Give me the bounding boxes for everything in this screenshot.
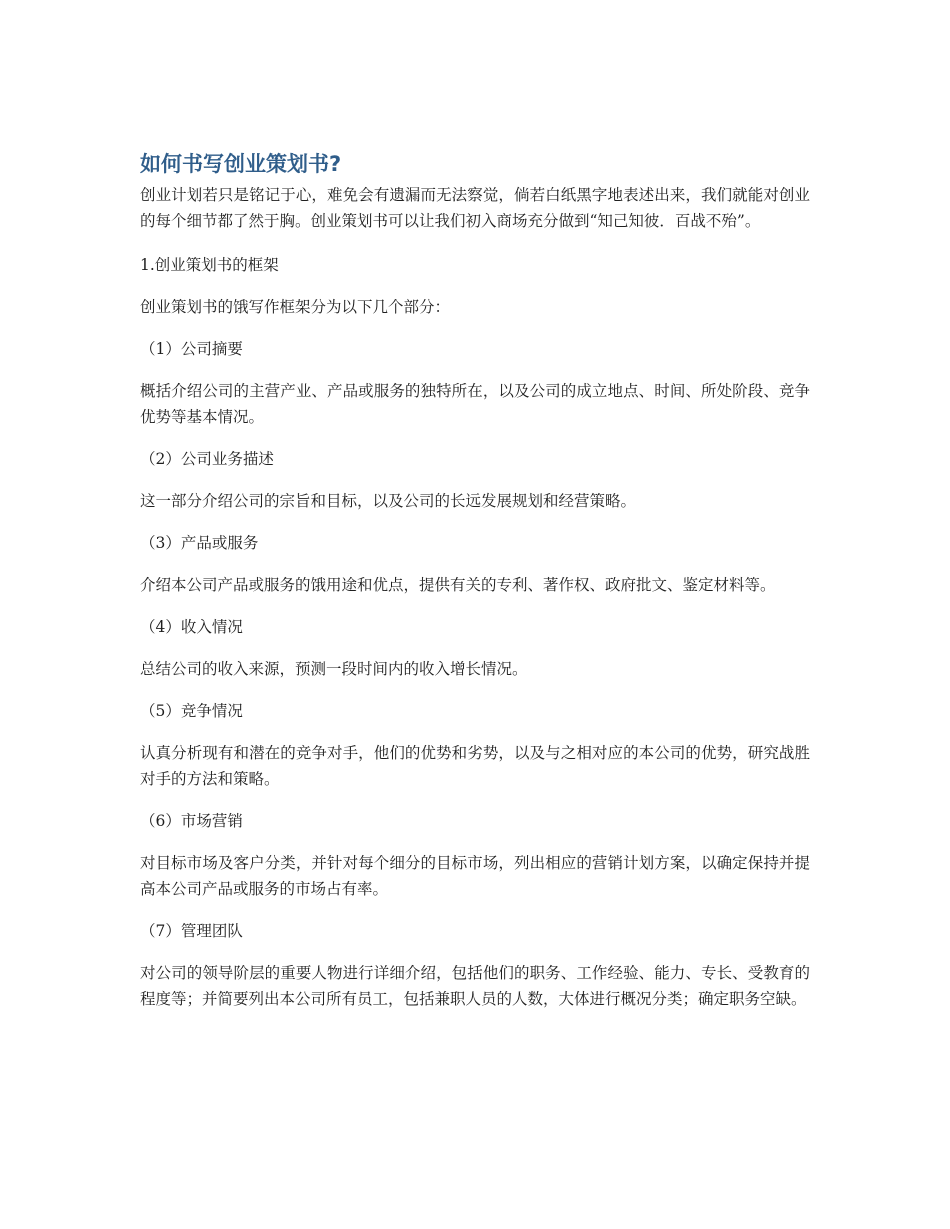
- item-body-2: 这一部分介绍公司的宗旨和目标，以及公司的长远发展规划和经营策略。: [140, 492, 637, 510]
- item-heading-6: （6）市场营销: [140, 812, 243, 830]
- document-page: [140, 146, 810, 1012]
- item-body-6: 对目标市场及客户分类，并针对每个细分的目标市场，列出相应的营销计划方案，以确定保持并提高本公司产品或服务的市场占有率。: [140, 854, 810, 898]
- section-lead: 创业策划书的饿写作框架分为以下几个部分：: [140, 298, 451, 316]
- item-body-3: 介绍本公司产品或服务的饿用途和优点，提供有关的专利、著作权、政府批文、鉴定材料等。: [140, 576, 776, 594]
- section-heading: 1.创业策划书的框架: [140, 256, 279, 274]
- item-heading-5: （5）竞争情况: [140, 702, 243, 720]
- item-heading-4: （4）收入情况: [140, 618, 243, 636]
- item-heading-1: （1）公司摘要: [140, 340, 243, 358]
- item-heading-7: （7）管理团队: [140, 922, 243, 940]
- document-title: 如何书写创业策划书?: [140, 152, 342, 176]
- item-body-1: 概括介绍公司的主营产业、产品或服务的独特所在，以及公司的成立地点、时间、所处阶段、竞争优势等基本情况。: [140, 382, 810, 426]
- item-body-5: 认真分析现有和潜在的竞争对手，他们的优势和劣势，以及与之相对应的本公司的优势，研究战胜对手的方法和策略。: [140, 744, 810, 788]
- item-body-4: 总结公司的收入来源，预测一段时间内的收入增长情况。: [140, 660, 528, 678]
- intro-paragraph: 创业计划若只是铭记于心，难免会有遗漏而无法察觉，倘若白纸黑字地表述出来，我们就能对创业的每个细节都了然于胸。创业策划书可以让我们初入商场充分做到“知己知彼．百战不殆”。: [140, 186, 810, 230]
- item-heading-3: （3）产品或服务: [140, 534, 259, 552]
- item-heading-2: （2）公司业务描述: [140, 450, 274, 468]
- item-body-7: 对公司的领导阶层的重要人物进行详细介绍，包括他们的职务、工作经验、能力、专长、受教育的程度等；并简要列出本公司所有员工，包括兼职人员的人数，大体进行概况分类；确定职务空缺。: [140, 964, 810, 1008]
